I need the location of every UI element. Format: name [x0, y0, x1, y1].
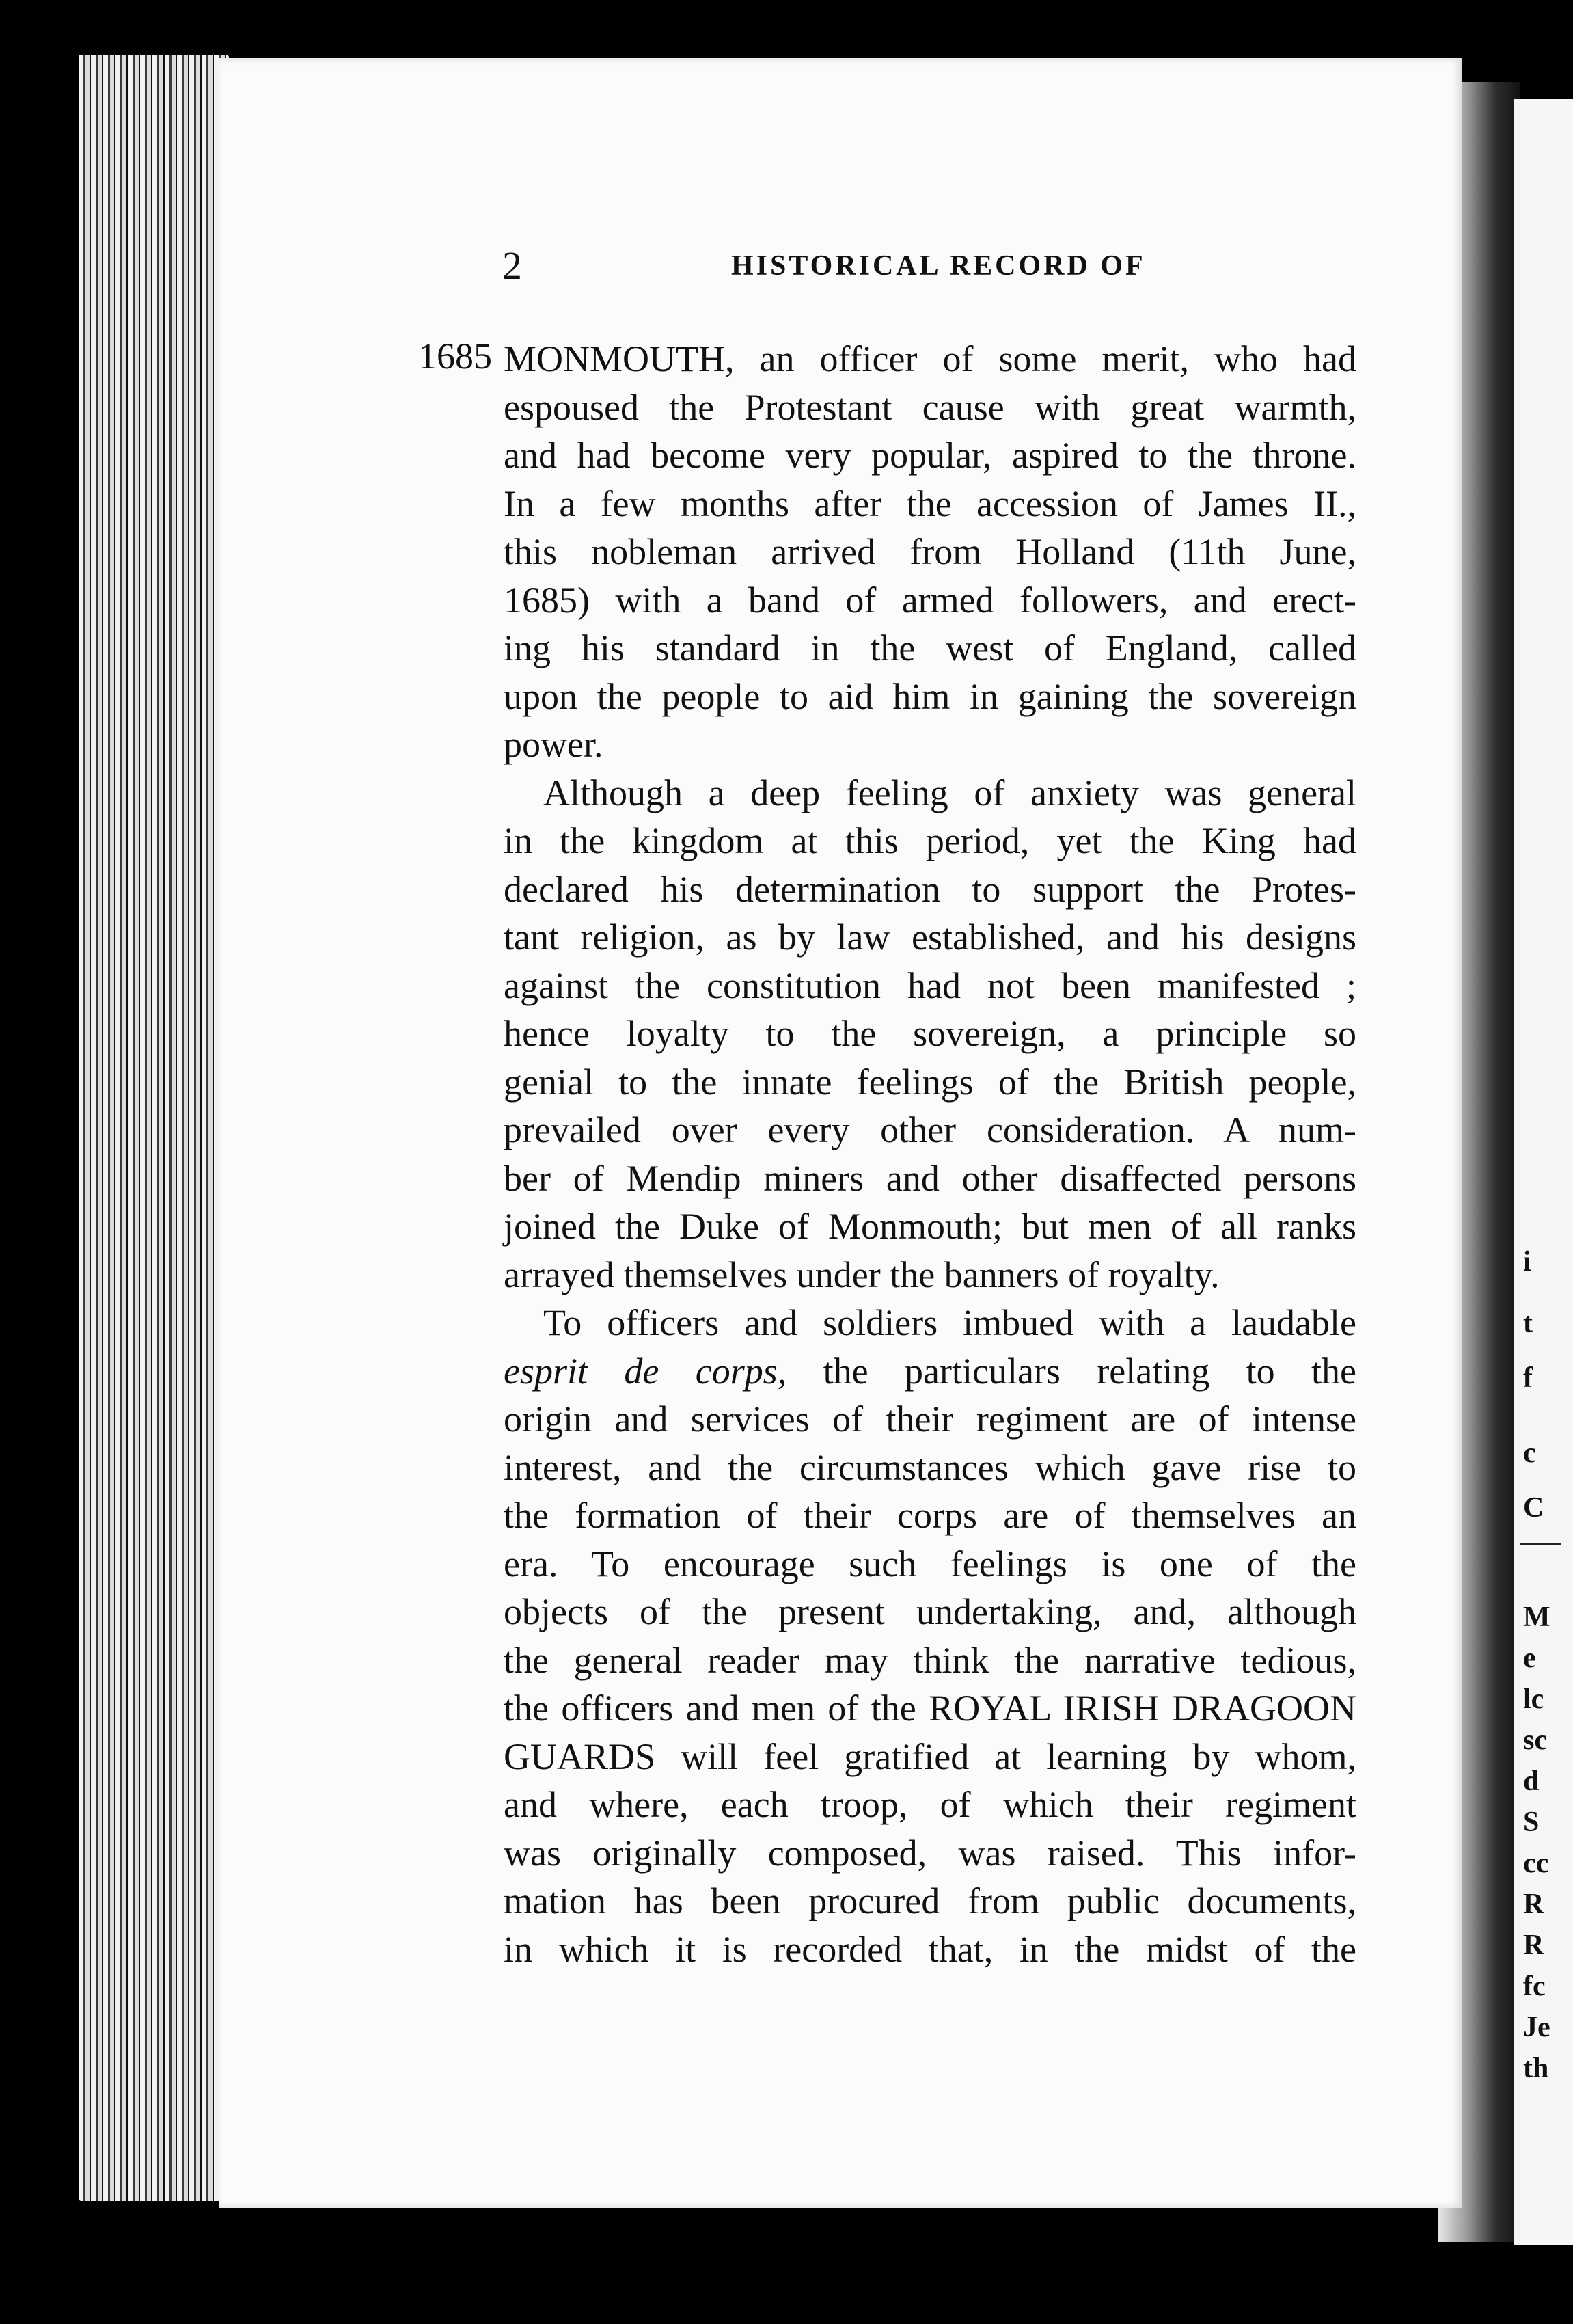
text-line: power.	[504, 724, 603, 765]
text-line: the general reader may think the narrative tedious,	[504, 1639, 1356, 1681]
text-line: upon the people to aid him in gaining the sovereign	[504, 675, 1356, 717]
text-line: in the kingdom at this period, yet the King had	[504, 820, 1356, 861]
paragraph-1	[504, 335, 1356, 769]
text-line: declared his determination to support the Protes-	[504, 868, 1356, 910]
text-line: joined the Duke of Monmouth; but men of all ranks	[504, 1206, 1356, 1247]
text-line: arrayed themselves under the banners of royalty.	[504, 1254, 1220, 1295]
text-line: espoused the Protestant cause with great warmth,	[504, 386, 1356, 428]
text-line: genial to the innate feelings of the British people,	[504, 1061, 1356, 1103]
text-line: and had become very popular, aspired to the throne.	[504, 435, 1356, 476]
facing-page-fragment	[1514, 99, 1573, 2245]
running-title: HISTORICAL RECORD OF	[731, 250, 1146, 282]
text-line: prevailed over every other consideration. A num-	[504, 1109, 1356, 1150]
paragraph-3	[504, 1299, 1356, 1973]
text-span: , an officer of some merit, who had	[725, 338, 1356, 379]
facing-page-letter: i	[1523, 1246, 1531, 1278]
facing-page-letter: Je	[1523, 2012, 1550, 2043]
text-line: against the constitution had not been manifested ;	[504, 964, 1356, 1006]
facing-page-letter: c	[1523, 1437, 1536, 1469]
body-text	[504, 335, 1356, 1973]
text-line	[504, 1733, 1356, 1781]
text-line: In a few months after the accession of James II.,	[504, 483, 1356, 524]
margin-year: 1685	[418, 336, 492, 377]
facing-page-rule	[1520, 1543, 1561, 1545]
text-line: objects of the present undertaking, and, although	[504, 1591, 1356, 1632]
facing-page-letter: f	[1523, 1362, 1533, 1394]
facing-page-letter: e	[1523, 1643, 1536, 1674]
text-line: in which it is recorded that, in the midst of the	[504, 1928, 1356, 1970]
paragraph-2	[504, 769, 1356, 1299]
text-span: the officers and men of the	[504, 1688, 929, 1729]
facing-page-letter: R	[1523, 1930, 1544, 1961]
book-page-edges	[79, 55, 229, 2201]
facing-page-letter: th	[1523, 2053, 1549, 2084]
text-line: ing his standard in the west of England, called	[504, 627, 1356, 668]
page-number: 2	[502, 243, 522, 288]
facing-page-letter: d	[1523, 1766, 1540, 1797]
facing-page-letter: M	[1523, 1602, 1550, 1633]
page-header	[502, 243, 1360, 290]
text-line: interest, and the circumstances which gave rise to	[504, 1446, 1356, 1488]
facing-page-letter: cc	[1523, 1848, 1549, 1879]
text-line: ber of Mendip miners and other disaffected persons	[504, 1157, 1356, 1199]
regiment-name: ROYAL IRISH DRAGOON	[929, 1688, 1356, 1729]
text-line: Although a deep feeling of anxiety was general	[543, 772, 1356, 813]
facing-page-letter: R	[1523, 1889, 1544, 1920]
facing-page-letter: S	[1523, 1807, 1540, 1838]
text-line	[504, 335, 1356, 383]
name-monmouth: MONMOUTH	[504, 338, 725, 379]
text-line: To officers and soldiers imbued with a laudable	[543, 1302, 1356, 1343]
text-span: the particulars relating to the	[786, 1350, 1357, 1392]
text-span: will feel gratified at learning by whom,	[655, 1735, 1356, 1777]
text-line: 1685) with a band of armed followers, and erect-	[504, 579, 1356, 621]
text-line: mation has been procured from public documents,	[504, 1880, 1356, 1921]
text-line	[504, 1347, 1356, 1396]
text-line: hence loyalty to the sovereign, a principle so	[504, 1013, 1356, 1054]
text-line: origin and services of their regiment are of intense	[504, 1399, 1356, 1440]
facing-page-letter: fc	[1523, 1971, 1546, 2002]
text-line	[504, 1684, 1356, 1733]
text-line: era. To encourage such feelings is one of the	[504, 1543, 1356, 1584]
regiment-name-cont: GUARDS	[504, 1735, 656, 1777]
text-line: and where, each troop, of which their regiment	[504, 1784, 1356, 1825]
text-line: the formation of their corps are of themselves an	[504, 1495, 1356, 1536]
text-line: tant religion, as by law established, and his designs	[504, 917, 1356, 958]
facing-page-letter: C	[1523, 1492, 1544, 1524]
phrase-esprit-de-corps: esprit de corps,	[504, 1350, 787, 1392]
facing-page-letter: sc	[1523, 1725, 1547, 1756]
facing-page-letter: t	[1523, 1308, 1533, 1339]
text-line: this nobleman arrived from Holland (11th June,	[504, 531, 1356, 572]
text-line: was originally composed, was raised. This infor-	[504, 1832, 1356, 1874]
facing-page-letter: lc	[1523, 1684, 1544, 1715]
